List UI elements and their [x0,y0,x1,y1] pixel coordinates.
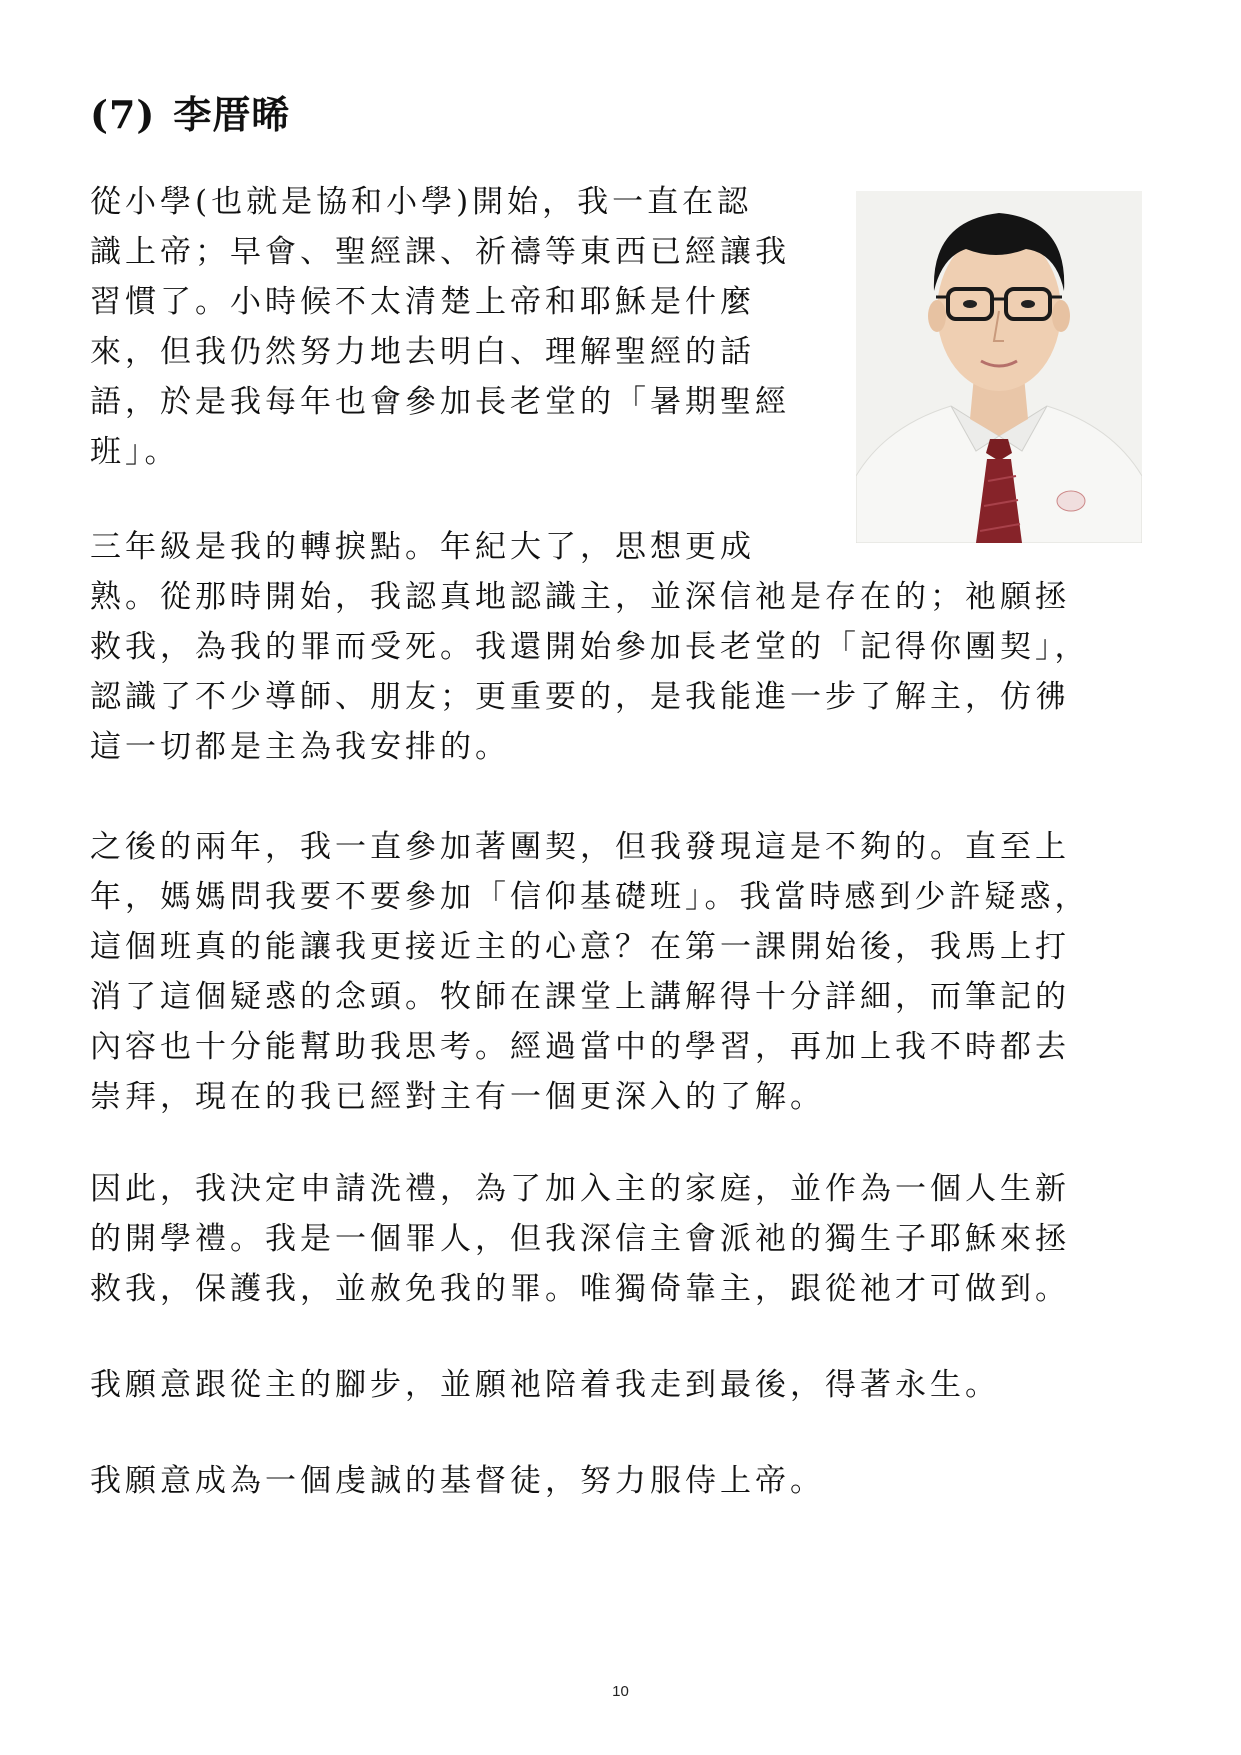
heading-name: 李厝晞 [173,92,291,137]
page-number: 10 [612,1683,629,1700]
text-line: 語，於是我每年也會參加長老堂的「暑期聖經 [90,384,790,420]
paragraph-3 [90,822,1160,1122]
text-line: 崇拜，現在的我已經對主有一個更深入的了解。 [90,1079,825,1115]
portrait-photo [856,191,1142,543]
heading-number: (7) [90,92,156,137]
text-line: 之後的兩年，我一直參加著團契，但我發現這是不夠的。直至上 [90,829,1070,865]
text-line: 這一切都是主為我安排的。 [90,729,510,765]
text-line: 從小學(也就是協和小學)開始，我一直在認 [90,184,753,220]
text-line: 三年級是我的轉捩點。年紀大了，思想更成 [90,529,755,565]
section-heading [90,92,290,138]
text-line: 我願意跟從主的腳步，並願祂陪着我走到最後，得著永生。 [90,1367,1000,1403]
text-line: 內容也十分能幫助我思考。經過當中的學習，再加上我不時都去 [90,1029,1070,1065]
text-line: 這個班真的能讓我更接近主的心意？在第一課開始後，我馬上打 [90,929,1070,965]
text-line: 熟。從那時開始，我認真地認識主，並深信祂是存在的；祂願拯 [90,579,1070,615]
text-line: 的開學禮。我是一個罪人，但我深信主會派祂的獨生子耶穌來拯 [90,1221,1070,1257]
paragraph-1 [90,177,830,477]
text-line: 年，媽媽問我要不要參加「信仰基礎班」。我當時感到少許疑惑， [90,879,1090,915]
text-line: 消了這個疑惑的念頭。牧師在課堂上講解得十分詳細，而筆記的 [90,979,1070,1015]
text-line: 救我，為我的罪而受死。我還開始參加長老堂的「記得你團契」， [90,629,1090,665]
text-line: 識上帝；早會、聖經課、祈禱等東西已經讓我 [90,234,790,270]
text-line: 來，但我仍然努力地去明白、理解聖經的話 [90,334,755,370]
text-line: 認識了不少導師、朋友；更重要的，是我能進一步了解主，仿彿 [90,679,1070,715]
paragraph-2 [90,572,1160,772]
text-line: 習慣了。小時候不太清楚上帝和耶穌是什麼 [90,284,755,320]
text-line: 救我，保護我，並赦免我的罪。唯獨倚靠主，跟從祂才可做到。 [90,1271,1070,1307]
text-line: 我願意成為一個虔誠的基督徒，努力服侍上帝。 [90,1463,825,1499]
paragraph-6 [90,1456,1160,1506]
text-line: 班」。 [90,434,180,470]
paragraph-2-first-line [90,522,830,572]
paragraph-4 [90,1164,1160,1314]
paragraph-5 [90,1360,1160,1410]
text-line: 因此，我決定申請洗禮，為了加入主的家庭，並作為一個人生新 [90,1171,1070,1207]
